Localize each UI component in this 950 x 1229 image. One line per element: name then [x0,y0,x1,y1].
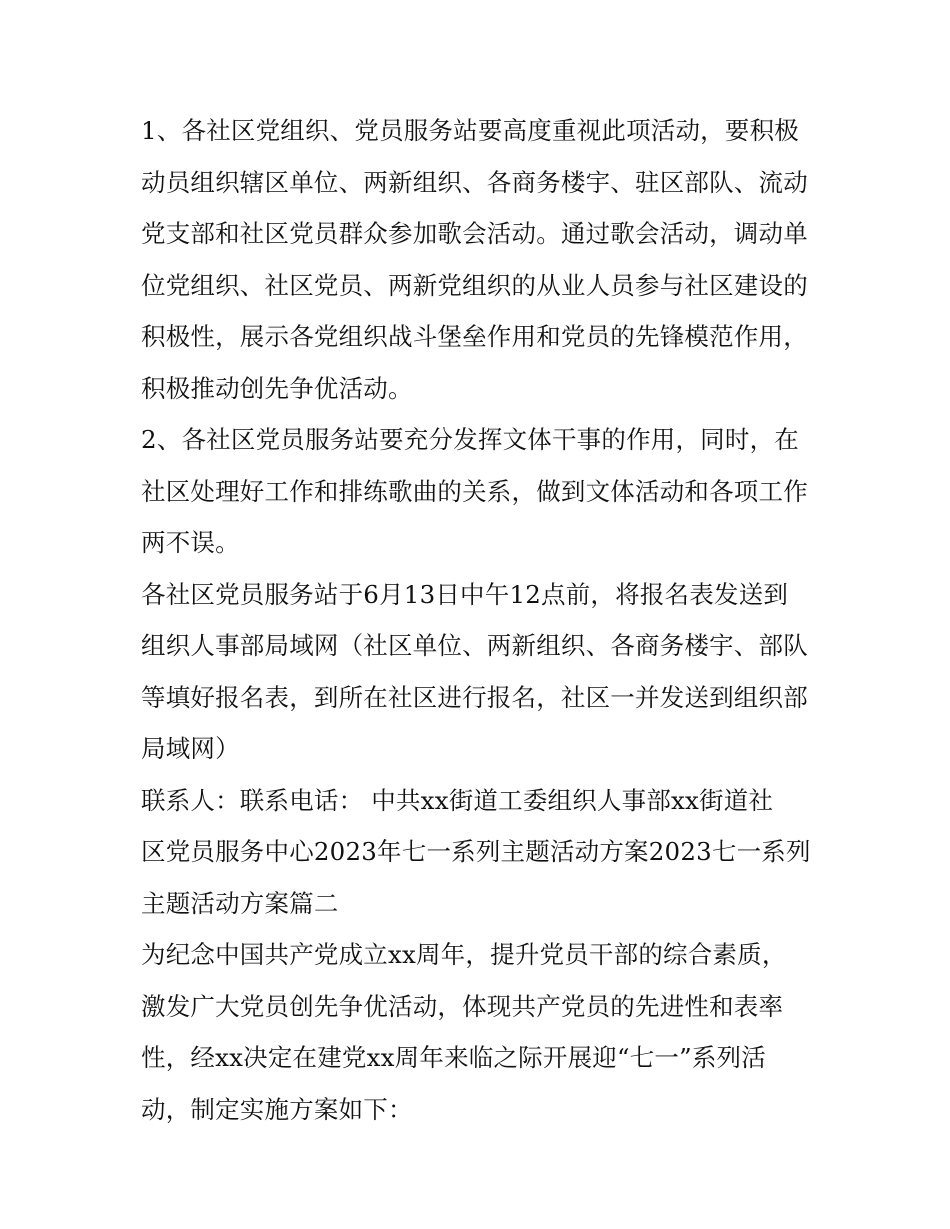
text-line: 局域网） [141,734,240,763]
text-line: 为纪念中国共产党成立xx周年，提升党员干部的综合素质， [141,940,787,969]
text-line: 等填好报名表，到所在社区进行报名，社区一并发送到组织部 [141,682,808,712]
text-line: 积极性，展示各党组织战斗堡垒作用和党员的先锋模范作用， [141,322,808,351]
text-line: 位党组织、社区党员、两新党组织的从业人员参与社区建设的 [141,270,808,300]
text-line: 性，经xx决定在建党xx周年来临之际开展迎“七一”系列活 [141,1043,766,1072]
text-line: 1、各社区党组织、党员服务站要高度重视此项活动，要积极 [141,116,799,145]
text-line: 动，制定实施方案如下： [141,1094,413,1124]
text-line: 激发广大党员创先争优活动，体现共产党员的先进性和表率 [141,991,784,1021]
document-body [141,105,821,1135]
text-line: 动员组织辖区单位、两新组织、各商务楼宇、驻区部队、流动 [141,167,808,197]
text-line: 社区处理好工作和排练歌曲的关系，做到文体活动和各项工作 [141,476,808,506]
text-line: 积极推动创先争优活动。 [141,373,413,403]
text-line: 2、各社区党员服务站要充分发挥文体干事的作用，同时，在 [141,425,799,454]
text-line: 两不误。 [141,528,240,557]
text-line: 联系人：联系电话： 中共xx街道工委组织人事部xx街道社 [141,785,774,815]
text-line: 组织人事部局域网（社区单位、两新组织、各商务楼宇、部队 [141,631,808,660]
text-line: 主题活动方案篇二 [141,888,339,918]
text-line: 党支部和社区党员群众参加歌会活动。通过歌会活动，调动单 [141,219,808,248]
text-line: 区党员服务中心2023年七一系列主题活动方案2023七一系列 [141,837,811,866]
text-line: 各社区党员服务站于6月13日中午12点前，将报名表发送到 [141,579,789,609]
